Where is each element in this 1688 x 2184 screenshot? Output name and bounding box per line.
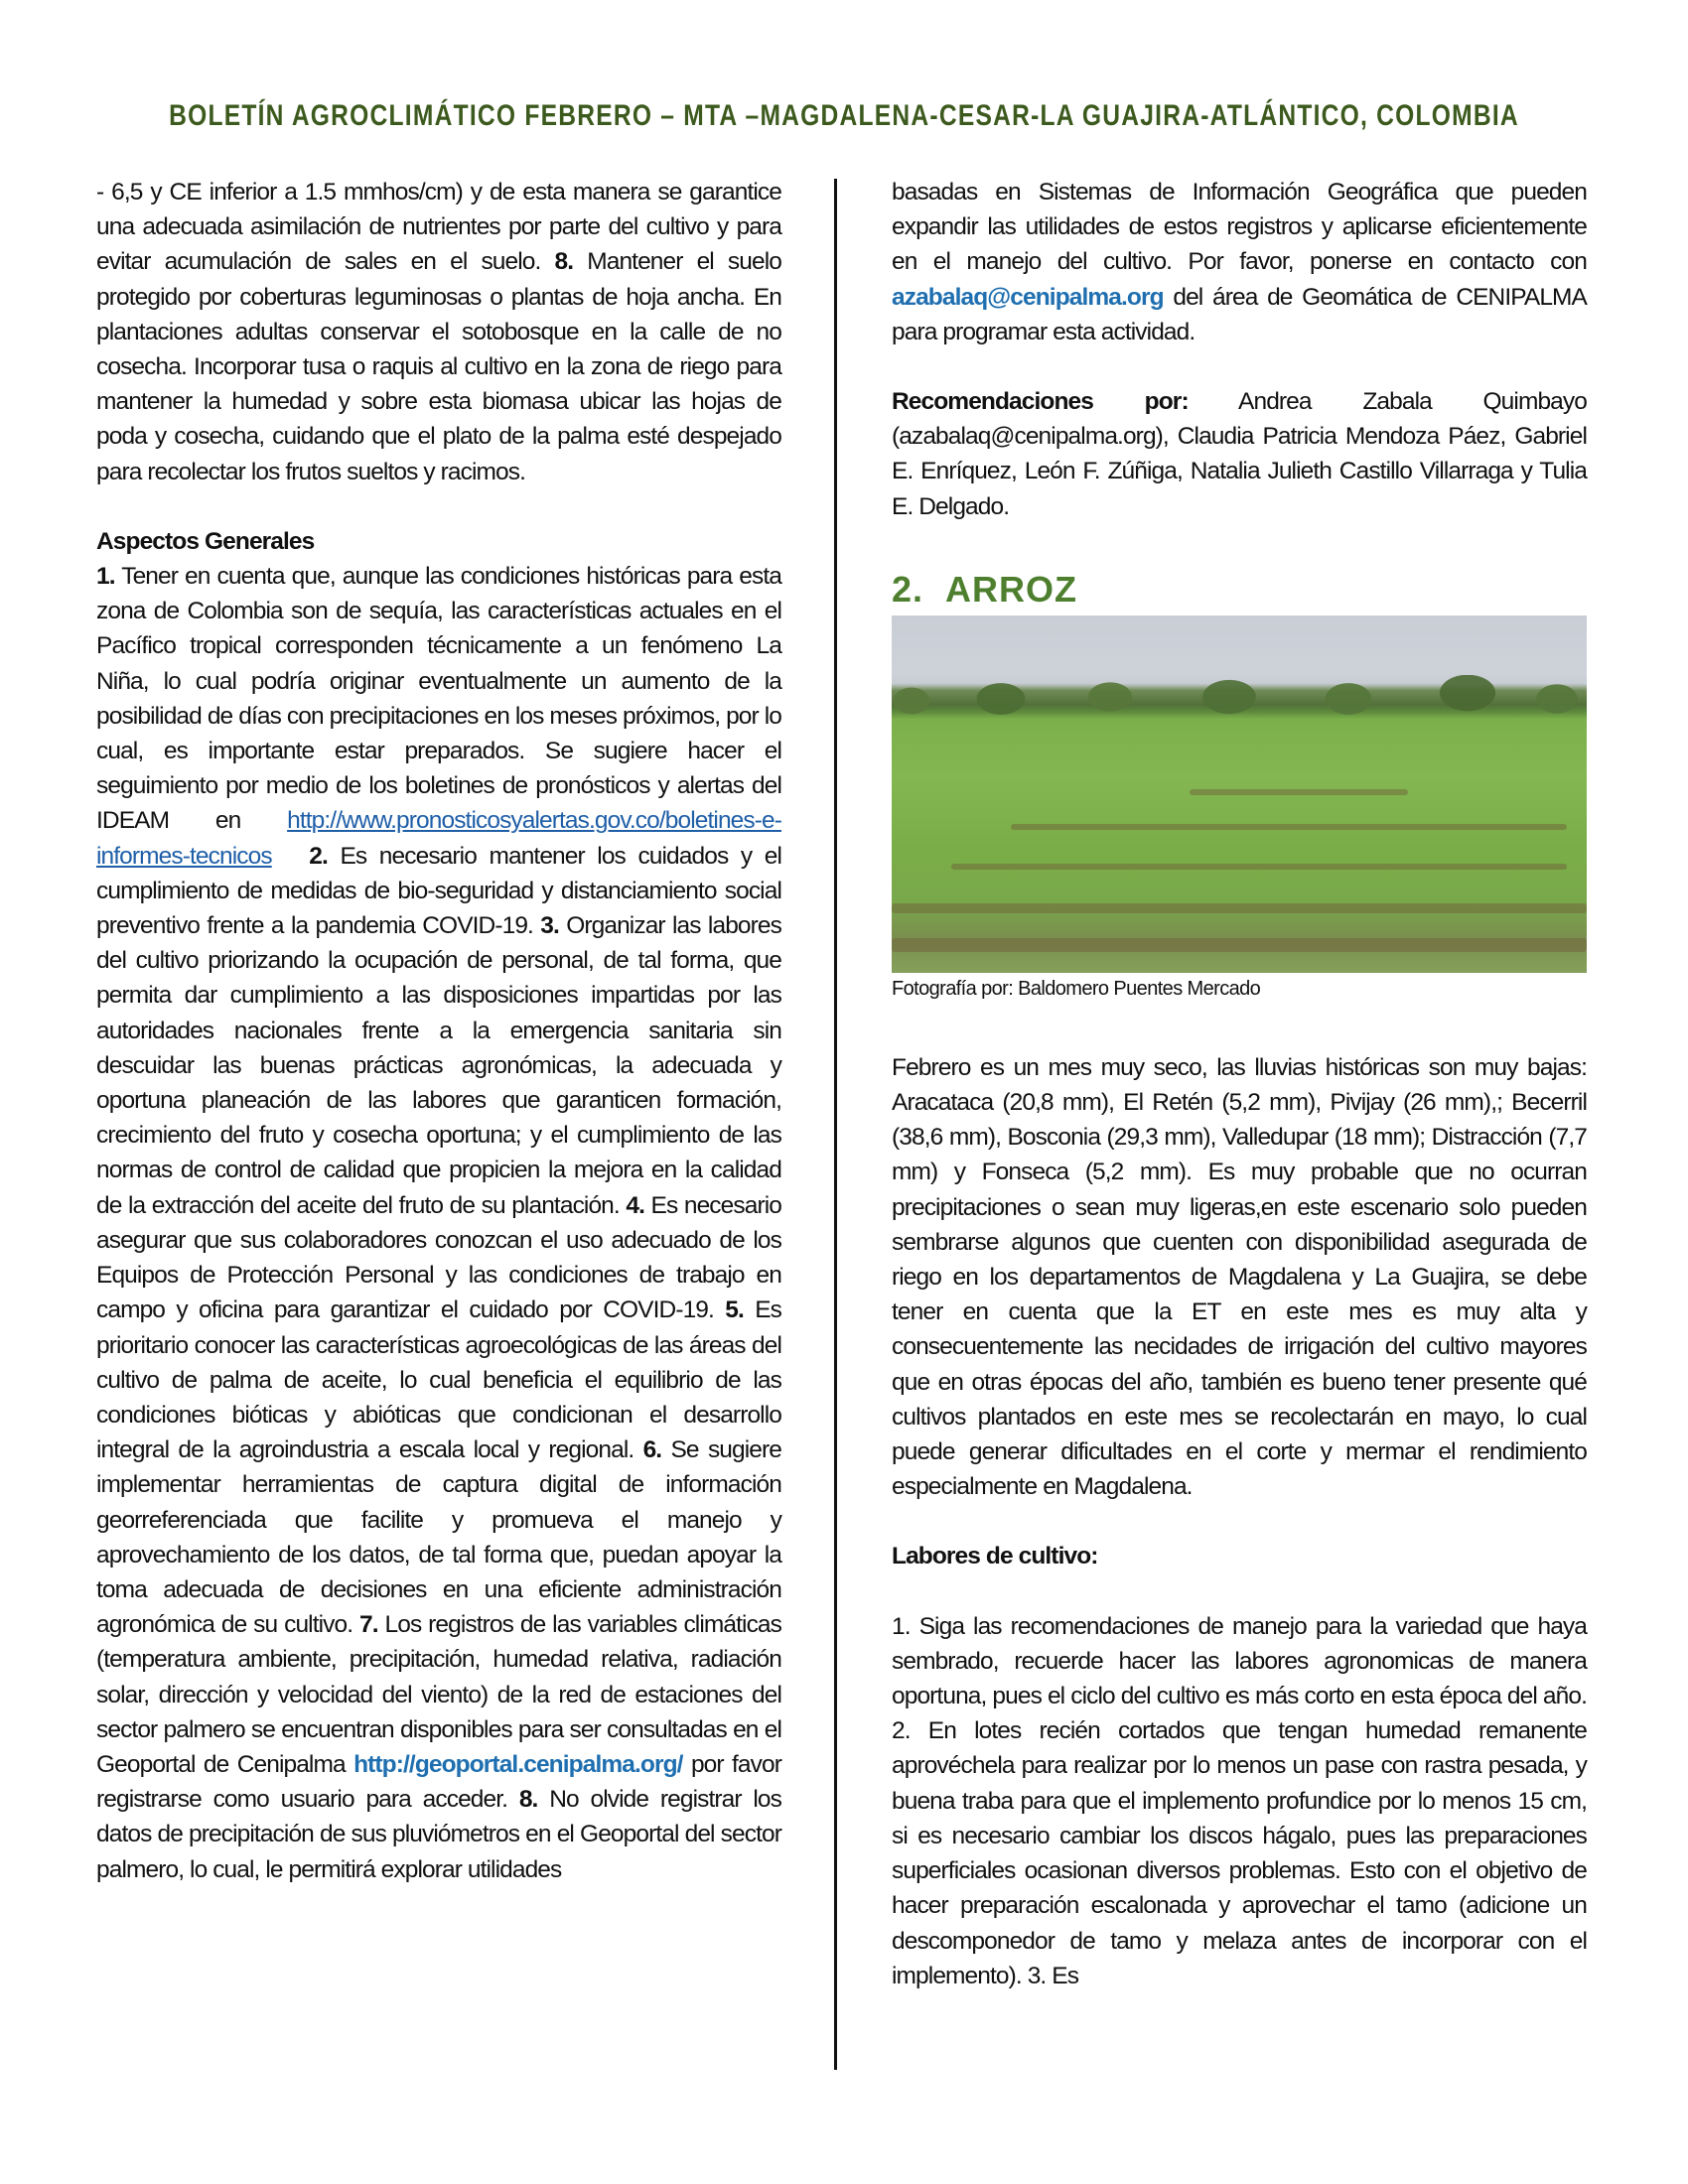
item-text-7b: por favor registrarse como usuario para acceder. xyxy=(96,1750,781,1814)
rain-paragraph: Febrero es un mes muy seco, las lluvias históricas son muy bajas: Aracataca (20,8 mm), El Retén (5,2 mm), Pivijay (26 mm),; Becerril (38,6 mm), Bosconia (29,3 mm), Valledupar (18 mm); Distracción (7,7 mm) y Fonseca (5,2 mm). Es muy probable que no ocurran precipitaciones o sean muy ligeras,en este escenario solo pueden sembrarse algunos que cuenten con disponibilidad asegurada de riego en los departamentos de Magdalena y La Guajira, se debe tener en cuenta que la ET en este mes es muy alta y consecuentemente las necidades de irrigación del cultivo mayores que en otras épocas del año, también es bueno tener presente qué cultivos plantados en este mes se recolectarán en mayo, lo cual puede generar dificultades en el corte y mermar el rendimiento especialmente en Magdalena. xyxy=(892,1053,1587,1501)
item-number-2: 2. xyxy=(309,842,328,870)
right-column xyxy=(892,175,1587,1993)
item-text-2: Es necesario mantener los cuidados y el cumplimiento de medidas de bio-seguridad y distanciamiento social preventivo frente a la pandemia COVID-19. xyxy=(96,842,781,940)
item-number-1: 1. xyxy=(96,563,115,591)
labores-body: 1. Siga las recomendaciones de manejo para la variedad que haya sembrado, recuerde hacer las labores agronomicas de manera oportuna, pues el ciclo del cultivo es más corto en esta época del año. 2. En lotes recién cortados que tengan humedad remanente aprovéchela para realizar por lo menos un pase con rastra pesada, y buena traba para que el implemento profundice por lo menos 15 cm, si es necesario cambiar los discos hágalo, pues las preparaciones superficiales ocasionan diversos problemas. Esto con el objetivo de hacer preparación escalonada y aprovechar el tamo (adicione un descomponedor de tamo y melaza antes de incorporar con el implemento). 3. Es xyxy=(892,1612,1587,1989)
credits-text: Andrea Zabala Quimbayo (azabalaq@cenipalma.org), Claudia Patricia Mendoza Páez, Gabriel E. Enríquez, León F. Zúñiga, Natalia Julieth Castillo Villarraga y Tulia E. Delgado. xyxy=(892,388,1587,520)
item-text-4: Es necesario asegurar que sus colaboradores conozcan el uso adecuado de los Equipos de Protección Personal y las condiciones de trabajo en campo y oficina para garantizar el cuidado por COVID-19. xyxy=(96,1191,781,1324)
item-text-1: Tener en cuenta que, aunque las condiciones históricas para esta zona de Colombia son de sequía, las características actuales en el Pacífico tropical corresponden técnicamente a un fenómeno La Niña, lo cual podría originar eventualmente un aumento de la posibilidad de días con precipitaciones en los meses próximos, por lo cual, es importante estar preparados. Se sugiere hacer el seguimiento por medio de los boletines de pronósticos y alertas del IDEAM en xyxy=(96,563,781,835)
section-title-text: ARROZ xyxy=(945,568,1078,610)
continuation-text-2: del área de Geomática de CENIPALMA para programar esta actividad. xyxy=(892,283,1587,345)
photo-caption: Fotografía por: Baldomero Puentes Mercado xyxy=(892,977,1261,1000)
page-header-title: BOLETÍN AGROCLIMÁTICO FEBRERO – MTA –MAGDALENA-CESAR-LA GUAJIRA-ATLÁNTICO, COLOMBIA xyxy=(169,99,1519,132)
credits-label: Recomendaciones por: xyxy=(892,388,1189,416)
section-number: 2. xyxy=(892,568,924,610)
rice-field-photo xyxy=(892,615,1587,973)
ideam-link[interactable]: http://www.pronosticosyalertas.gov.co/boletines-e-informes-tecnicos xyxy=(96,807,781,870)
item-text-6: Se sugiere implementar herramientas de captura digital de información georreferenciada que facilite y promueva el manejo y aprovechamiento de los datos, de tal forma que, puedan apoyar la toma adecuada de decisiones en una eficiente administración agronómica de su cultivo. xyxy=(96,1436,781,1639)
continuation-text-1: basadas en Sistemas de Información Geográfica que pueden expandir las utilidades de estos registros y aplicarse eficientemente en el manejo del cultivo. Por favor, ponerse en contacto con xyxy=(892,179,1587,276)
item-number-8b: 8. xyxy=(518,1786,538,1814)
item-number-6: 6. xyxy=(642,1436,662,1464)
item-number-4: 4. xyxy=(626,1191,644,1219)
intro-text-2: Mantener el suelo protegido por coberturas leguminosas o plantas de hoja ancha. En plantaciones adultas conservar el sotobosque en la calle de no cosecha. Incorporar tusa o raquis al cultivo en la zona de riego para mantener la humedad y sobre esta biomasa ubicar las hojas de poda y cosecha, cuidando que el plato de la palma esté despejado para recolectar los frutos sueltos y racimos. xyxy=(96,248,781,485)
item-text-3: Organizar las labores del cultivo priorizando la ocupación de personal, de tal forma, que permita dar cumplimiento a las disposiciones impartidas por las autoridades nacionales frente a la emergencia sanitaria sin descuidar las buenas prácticas agronómicas, la adecuada y oportuna planeación de las labores que garanticen formación, crecimiento del fruto y cosecha oportuna; y el cumplimiento de las normas de control de calidad que propicien la mejora en la calidad de la extracción del aceite del fruto de su plantación. xyxy=(96,912,781,1219)
credits-paragraph xyxy=(892,384,1587,524)
aspectos-generales-heading: Aspectos Generales xyxy=(96,527,315,555)
item-number-3: 3. xyxy=(540,912,559,940)
left-column xyxy=(96,175,781,1887)
email-link[interactable]: azabalaq@cenipalma.org xyxy=(892,283,1164,311)
geomatica-paragraph xyxy=(892,175,1587,349)
intro-text-1: - 6,5 y CE inferior a 1.5 mmhos/cm) y de esta manera se garantice una adecuada asimilación de nutrientes por parte del cultivo y para evitar acumulación de sales en el suelo. xyxy=(96,179,781,276)
item-number-7: 7. xyxy=(359,1611,378,1639)
labores-heading: Labores de cultivo: xyxy=(892,1543,1098,1570)
item-text-8: No olvide registrar los datos de precipitación de sus pluviómetros en el Geoportal del sector palmero, lo cual, le permitirá explorar utilidades xyxy=(96,1786,781,1883)
intro-paragraph xyxy=(96,175,781,489)
section-title-arroz xyxy=(892,570,1587,610)
tree-line xyxy=(892,675,1587,717)
aspectos-generales-body xyxy=(96,559,781,1887)
item-text-5: Es prioritario conocer las características agroecológicas de las áreas del cultivo de palma de aceite, lo cual beneficia el equilibrio de las condiciones bióticas y abióticas que condicionan el desarrollo integral de la agroindustria a escala local y regional. xyxy=(96,1297,781,1464)
item-text-7a: Los registros de las variables climáticas (temperatura ambiente, precipitación, humedad relativa, radiación solar, dirección y velocidad del viento) de la red de estaciones del sector palmero se encuentran disponibles para ser consultadas en el Geoportal de Cenipalma xyxy=(96,1611,781,1778)
column-divider xyxy=(834,179,837,2070)
item-number-8: 8. xyxy=(554,248,574,276)
geoportal-link[interactable]: http://geoportal.cenipalma.org/ xyxy=(353,1750,683,1778)
item-number-5: 5. xyxy=(725,1297,744,1324)
